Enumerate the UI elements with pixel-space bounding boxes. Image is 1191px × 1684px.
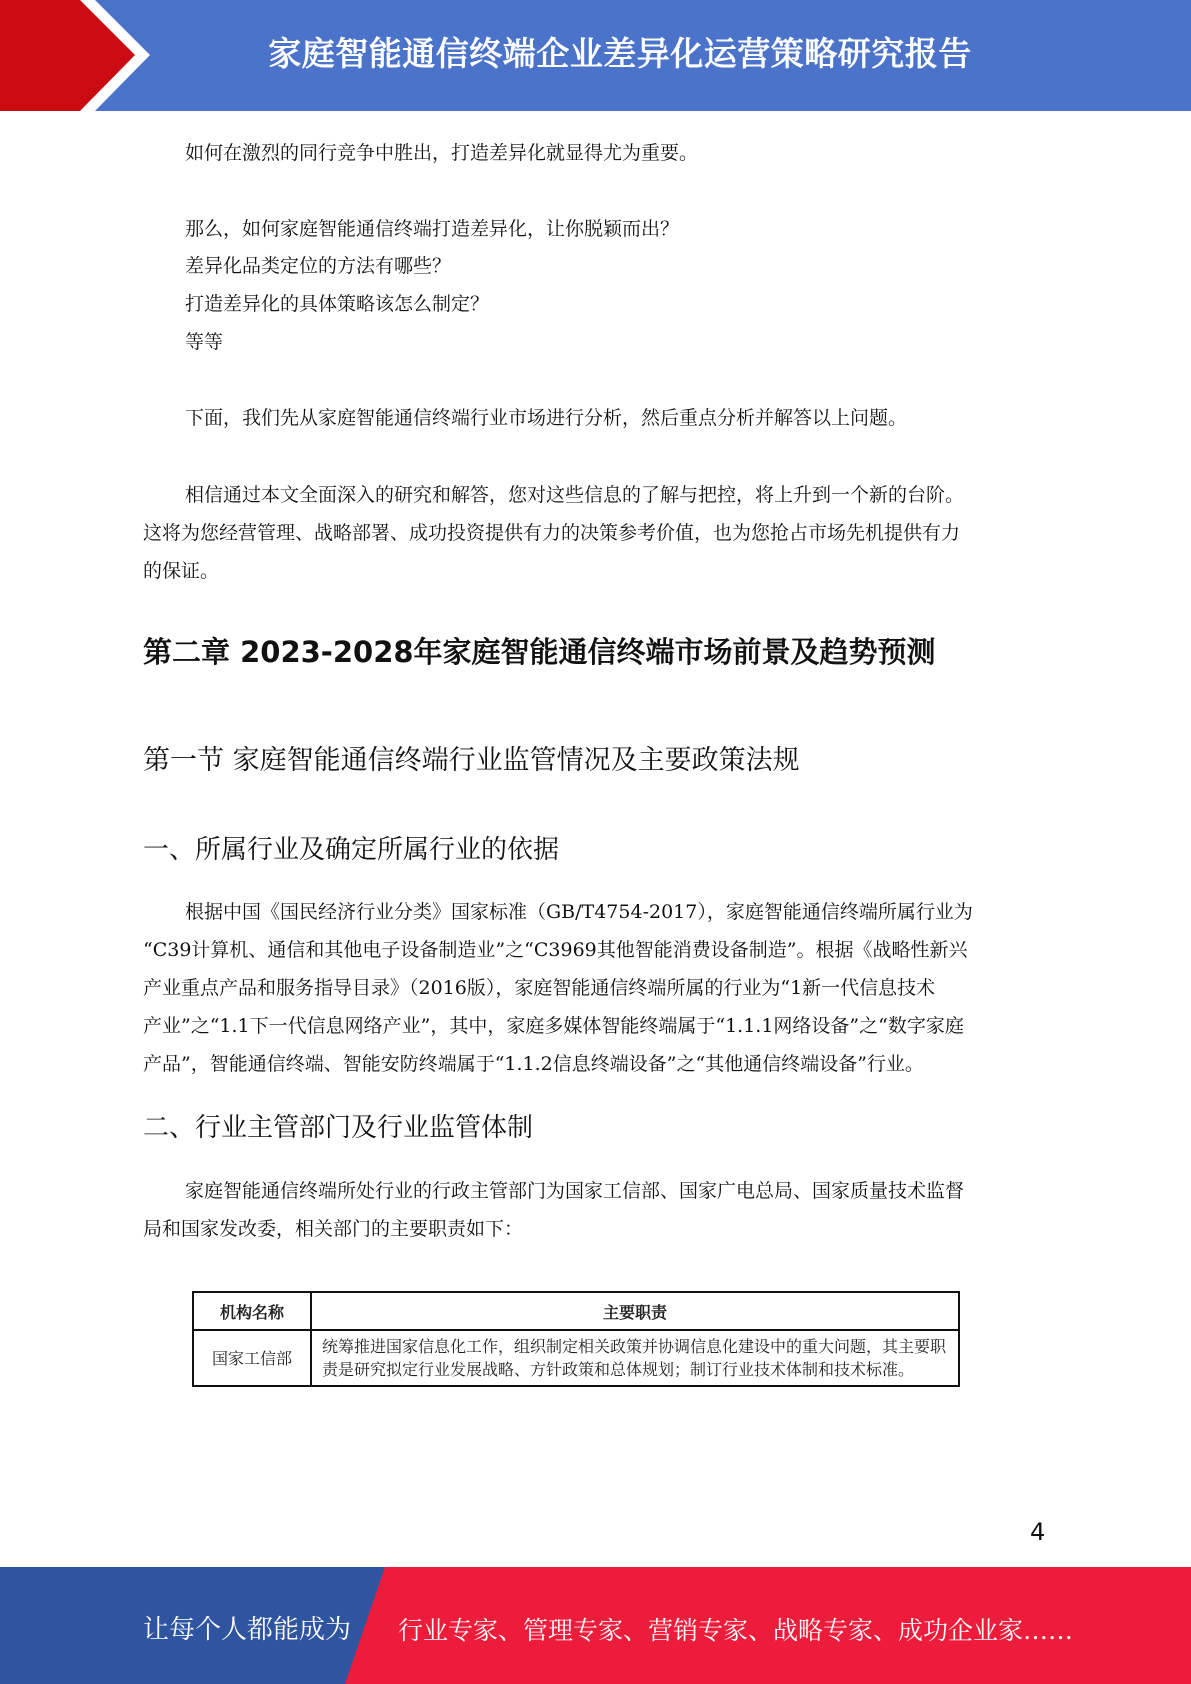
question-line: 差异化品类定位的方法有哪些？ [185,255,452,277]
subsection-title: 一、所属行业及确定所属行业的依据 [143,835,560,865]
table-header-cell: 主要职责 [311,1292,959,1330]
header-title: 家庭智能通信终端企业差异化运营策略研究报告 [268,34,972,73]
agency-name-cell: 国家工信部 [193,1330,311,1386]
table-row [193,1330,959,1386]
body-paragraph-line: 这将为您经营管理、战略部署、成功投资提供有力的决策参考价值，也为您抢占市场先机提供有力 [143,522,961,544]
page-header [0,0,1191,111]
body-paragraph-line: 家庭智能通信终端所处行业的行政主管部门为国家工信部、国家广电总局、国家质量技术监督 [185,1180,965,1202]
footer-slogan-left: 让每个人都能成为 [143,1615,352,1645]
body-paragraph-line: 的保证。 [143,560,220,582]
page-footer [0,1567,1191,1684]
subsection-title: 二、行业主管部门及行业监管体制 [143,1113,534,1143]
body-paragraph: 如何在激烈的同行竞争中胜出，打造差异化就显得尤为重要。 [185,142,699,164]
body-paragraph-line: 根据中国《国民经济行业分类》国家标准（GB/T4754-2017），家庭智能通信终端所属行业为 [185,901,973,923]
question-line: 那么，如何家庭智能通信终端打造差异化，让你脱颖而出？ [185,218,680,240]
table-header-cell: 机构名称 [193,1292,311,1330]
chapter-title: 第二章 2023-2028年家庭智能通信终端市场前景及趋势预测 [143,635,936,669]
body-paragraph-line: 相信通过本文全面深入的研究和解答，您对这些信息的了解与把控，将上升到一个新的台阶。 [185,484,965,506]
question-line: 打造差异化的具体策略该怎么制定？ [185,293,490,315]
body-paragraph-line: “C39计算机、通信和其他电子设备制造业”之“C3969其他智能消费设备制造”。根据《战略性新兴 [143,939,968,961]
table-header-row [193,1292,959,1330]
section-title: 第一节 家庭智能通信终端行业监管情况及主要政策法规 [143,745,800,776]
body-paragraph-line: 产业”之“1.1下一代信息网络产业”，其中，家庭多媒体智能终端属于“1.1.1网络设备”之“数字家庭 [143,1015,964,1037]
body-paragraph-line: 产业重点产品和服务指导目录》（2016版），家庭智能通信终端所属的行业为“1新一代信息技术 [143,977,936,999]
footer-slogan-right: 行业专家、管理专家、营销专家、战略专家、成功企业家…… [398,1616,1074,1645]
body-paragraph: 下面，我们先从家庭智能通信终端行业市场进行分析，然后重点分析并解答以上问题。 [185,407,908,429]
body-paragraph-line: 局和国家发改委，相关部门的主要职责如下： [143,1218,524,1240]
duty-cell: 统筹推进国家信息化工作，组织制定相关政策并协调信息化建设中的重大问题，其主要职责是研究拟定行业发展战略、方针政策和总体规划；制订行业技术体制和技术标准。 [311,1330,959,1386]
page-number: 4 [1030,1518,1046,1546]
body-paragraph-line: 产品”，智能通信终端、智能安防终端属于“1.1.2信息终端设备”之“其他通信终端设备”行业。 [143,1053,924,1075]
responsibility-table [192,1291,960,1387]
question-line: 等等 [185,331,224,353]
